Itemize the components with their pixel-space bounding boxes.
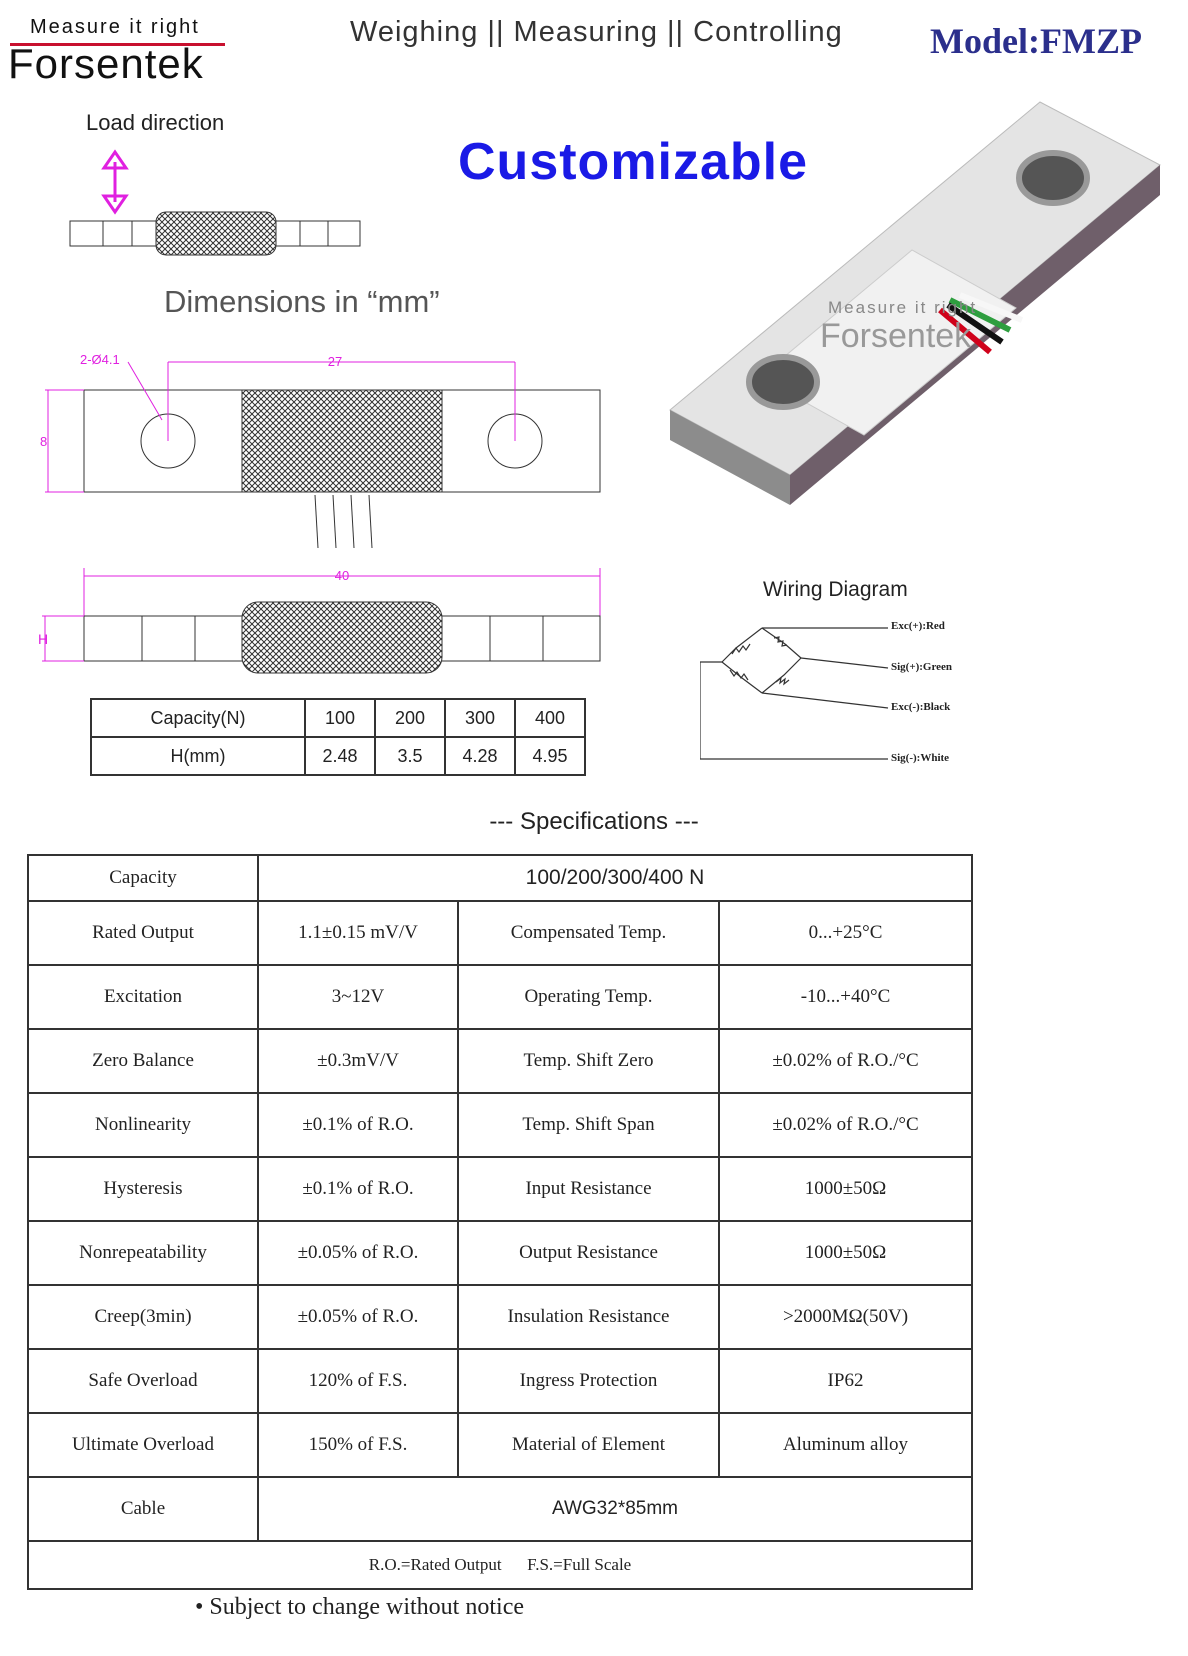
wire-label-sig-plus: Sig(+):Green — [891, 661, 953, 673]
spec-label: Zero Balance — [28, 1029, 258, 1093]
spec-row — [28, 1093, 972, 1157]
model-name: Model:FMZP — [930, 21, 1142, 61]
load-direction-label: Load direction — [86, 110, 225, 135]
spec-row — [28, 1413, 972, 1477]
dimension-drawing — [0, 0, 640, 700]
spec-value: -10...+40°C — [719, 965, 972, 1029]
top-view-drawing — [40, 352, 600, 548]
wire-label-sig-minus: Sig(-):White — [891, 752, 950, 764]
h-value: 4.95 — [515, 737, 585, 775]
wire-label-exc-plus: Exc(+):Red — [891, 620, 945, 632]
h-value: 2.48 — [305, 737, 375, 775]
spec-label: Ingress Protection — [458, 1349, 719, 1413]
spec-value: 1000±50Ω — [719, 1221, 972, 1285]
spec-label: Ultimate Overload — [28, 1413, 258, 1477]
spec-label: Operating Temp. — [458, 965, 719, 1029]
spec-label: Safe Overload — [28, 1349, 258, 1413]
spec-value: >2000MΩ(50V) — [719, 1285, 972, 1349]
spec-label: Input Resistance — [458, 1157, 719, 1221]
spec-value: ±0.1% of R.O. — [258, 1093, 458, 1157]
spec-row-note — [28, 1541, 972, 1589]
capacity-row — [91, 699, 585, 737]
spec-value: ±0.1% of R.O. — [258, 1157, 458, 1221]
specifications-table — [27, 854, 973, 1590]
spec-value: ±0.02% of R.O./°C — [719, 1093, 972, 1157]
wire-label-exc-minus: Exc(-):Black — [891, 701, 951, 713]
product-image — [650, 90, 1170, 510]
spec-label: Excitation — [28, 965, 258, 1029]
specifications-heading: --- Specifications --- — [489, 808, 699, 835]
spec-value: ±0.05% of R.O. — [258, 1285, 458, 1349]
spec-label: Rated Output — [28, 901, 258, 965]
spec-value: 0...+25°C — [719, 901, 972, 965]
spec-value: Aluminum alloy — [719, 1413, 972, 1477]
spec-label: Cable — [28, 1477, 258, 1541]
capacity-value: 100 — [305, 699, 375, 737]
spec-label: Insulation Resistance — [458, 1285, 719, 1349]
spec-row-cable — [28, 1477, 972, 1541]
spec-label: Capacity — [28, 855, 258, 901]
customizable-heading: Customizable — [458, 133, 809, 191]
logo-brand: Forsentek — [8, 40, 204, 87]
spec-label: Nonlinearity — [28, 1093, 258, 1157]
abbreviation-note: R.O.=Rated Output F.S.=Full Scale — [28, 1541, 972, 1589]
h-row — [91, 737, 585, 775]
capacity-value: 300 — [445, 699, 515, 737]
spec-row — [28, 965, 972, 1029]
h-value: 4.28 — [445, 737, 515, 775]
capacity-table — [90, 698, 586, 776]
length-label: 40 — [334, 568, 350, 583]
spec-label: Material of Element — [458, 1413, 719, 1477]
spec-row — [28, 1029, 972, 1093]
spec-value: ±0.02% of R.O./°C — [719, 1029, 972, 1093]
spec-value: AWG32*85mm — [258, 1477, 972, 1541]
spec-value: 1.1±0.15 mV/V — [258, 901, 458, 965]
load-direction-arrow-icon — [104, 152, 126, 212]
spec-value: ±0.05% of R.O. — [258, 1221, 458, 1285]
capacity-header: Capacity(N) — [91, 699, 305, 737]
capacity-value: 400 — [515, 699, 585, 737]
spec-row — [28, 1285, 972, 1349]
product-logo-brand: Forsentek — [820, 317, 972, 355]
logo-tagline: Measure it right — [30, 16, 200, 38]
spec-value: 3~12V — [258, 965, 458, 1029]
side-view-drawing — [38, 568, 600, 673]
hole-label: 2-Ø4.1 — [80, 352, 120, 367]
spec-row — [28, 1157, 972, 1221]
spec-label: Hysteresis — [28, 1157, 258, 1221]
spec-row-capacity — [28, 855, 972, 901]
spec-value: IP62 — [719, 1349, 972, 1413]
footer-notice: • Subject to change without notice — [195, 1594, 524, 1620]
spec-value: 100/200/300/400 N — [258, 855, 972, 901]
spec-label: Temp. Shift Span — [458, 1093, 719, 1157]
spec-row — [28, 1221, 972, 1285]
thickness-label: H — [38, 631, 49, 647]
height-label: 8 — [40, 434, 48, 449]
spec-label: Output Resistance — [458, 1221, 719, 1285]
spec-value: ±0.3mV/V — [258, 1029, 458, 1093]
spec-label: Nonrepeatability — [28, 1221, 258, 1285]
h-value: 3.5 — [375, 737, 445, 775]
wiring-title: Wiring Diagram — [763, 578, 908, 601]
spacing-label: 27 — [327, 354, 343, 369]
spec-value: 1000±50Ω — [719, 1157, 972, 1221]
capacity-value: 200 — [375, 699, 445, 737]
spec-value: 150% of F.S. — [258, 1413, 458, 1477]
spec-row — [28, 1349, 972, 1413]
h-header: H(mm) — [91, 737, 305, 775]
spec-label: Temp. Shift Zero — [458, 1029, 719, 1093]
spec-label: Compensated Temp. — [458, 901, 719, 965]
side-view-small — [70, 212, 360, 255]
product-logo-tagline: Measure it right — [828, 298, 978, 317]
dimensions-label: Dimensions in “mm” — [164, 284, 440, 319]
spec-value: 120% of F.S. — [258, 1349, 458, 1413]
spec-row — [28, 901, 972, 965]
spec-label: Creep(3min) — [28, 1285, 258, 1349]
header-tagline: Weighing || Measuring || Controlling — [350, 16, 843, 48]
